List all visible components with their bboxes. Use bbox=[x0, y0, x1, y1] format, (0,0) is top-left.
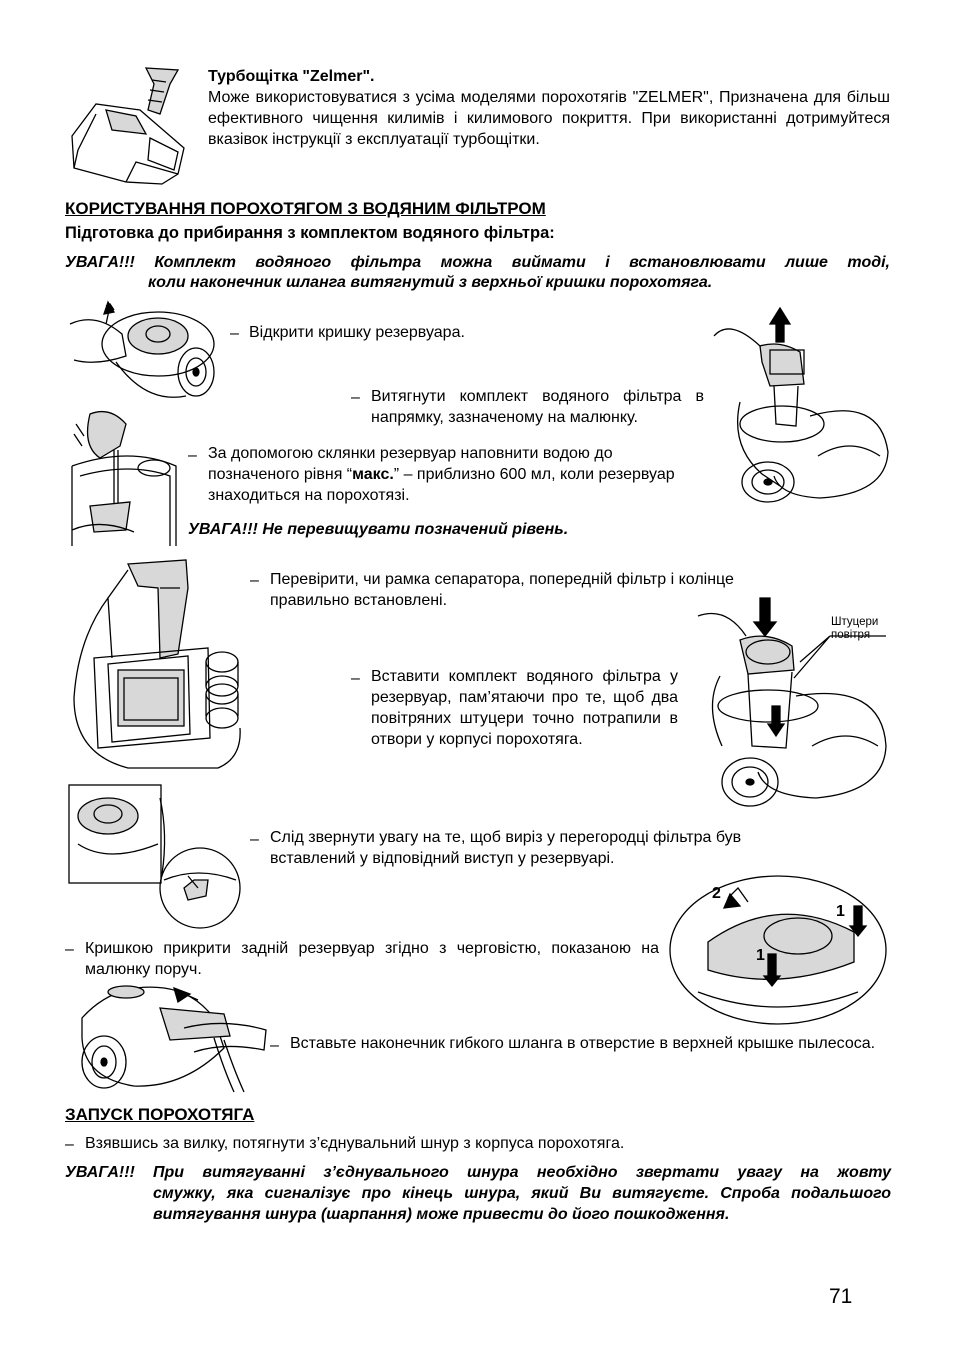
turbo-brush-description: Може використовуватися з усіма моделями порохотягів "ZELMER", Призначена для більш ефективного чищення килимів і килимового покриття. При використанні дотримуйтеся вказівок інструкції з експлуатації турбощітки. bbox=[208, 89, 890, 148]
step-dash: – bbox=[270, 1037, 279, 1054]
filter-notch-illustration bbox=[68, 784, 242, 930]
step-pull-cord: Взявшись за вилку, потягнути з’єднувальний шнур з корпуса порохотяга. bbox=[85, 1135, 625, 1152]
step-check-parts: Перевірити, чи рамка сепаратора, попередній фільтр і колінце правильно встановлені. bbox=[270, 571, 734, 609]
step-remove-filter: Витягнути комплект водяного фільтра в напрямку, зазначеному на малюнку. bbox=[371, 388, 704, 426]
max-level-label: макс. bbox=[352, 466, 394, 483]
step-dash: – bbox=[351, 389, 360, 406]
lid-step-1-number: 1 bbox=[836, 903, 845, 920]
step-dash: – bbox=[65, 1136, 74, 1153]
fill-water-illustration bbox=[70, 406, 182, 546]
warning-level: УВАГА!!! Не перевищувати позначений рівень. bbox=[188, 521, 569, 538]
warning-cord-rest: смужку, яка сигналізує про кінець шнура, який Ви витягуєте. Спроба подальшого витягування шнура (шарпання) може привести до його пошкодження. bbox=[153, 1185, 891, 1223]
step-check-notch: Слід звернути увагу на те, щоб виріз у перегородці фільтра був вставлений у відповідний виступ у резервуарі. bbox=[270, 829, 742, 867]
page-number: 71 bbox=[829, 1285, 853, 1308]
air-nozzles-label bbox=[831, 616, 878, 642]
warning-filter-line2: коли наконечник шланга витягнутий з верхньої кришки порохотяга. bbox=[148, 274, 713, 291]
step-dash: – bbox=[250, 831, 259, 848]
air-nozzles-label-line1: Штуцери bbox=[831, 616, 879, 628]
step-fill-water bbox=[208, 443, 678, 506]
step-dash: – bbox=[351, 670, 360, 687]
remove-filter-illustration bbox=[710, 306, 892, 504]
section-heading-start: ЗАПУСК ПОРОХОТЯГА bbox=[65, 1105, 255, 1124]
step-fill-water-text-end: ” – приблизно 600 мл, коли резервуар знаходиться на порохотязі. bbox=[208, 466, 675, 504]
turbo-brush-title: Турбощітка "Zelmer". bbox=[208, 68, 375, 85]
step-fill-water-text: За допомогою склянки резервуар наповнити водою до позначеного рівня “ bbox=[208, 445, 613, 483]
turbo-brush-illustration bbox=[66, 64, 188, 188]
lid-step-2-number: 2 bbox=[712, 885, 721, 902]
step-dash: – bbox=[230, 325, 239, 342]
step-insert-filter: Вставити комплект водяного фільтра у резервуар, пам’ятаючи про те, щоб два повітряних штуцери точно потрапили в отвори у корпусі порохотяга. bbox=[371, 668, 678, 748]
insert-hose-illustration bbox=[74, 978, 270, 1098]
warning-cord-line1: При витягуванні з’єднувального шнура необхідно звертати увагу на жовту bbox=[153, 1164, 891, 1181]
section-heading-water-filter: КОРИСТУВАННЯ ПОРОХОТЯГОМ З ВОДЯНИМ ФІЛЬТРОМ bbox=[65, 199, 546, 218]
step-dash: – bbox=[65, 941, 74, 958]
step-dash: – bbox=[250, 572, 259, 589]
warning-cord-label: УВАГА!!! bbox=[65, 1164, 135, 1181]
filter-assembly-illustration bbox=[68, 558, 246, 774]
air-nozzles-label-line2: повітря bbox=[831, 629, 871, 641]
warning-filter-line1: УВАГА!!! Комплект водяного фільтра можна виймати і встановлювати лише тоді, bbox=[65, 254, 890, 271]
section-subheading-preparation: Підготовка до прибирання з комплектом водяного фільтра: bbox=[65, 224, 555, 242]
close-lid-illustration bbox=[668, 872, 890, 1028]
step-dash: – bbox=[188, 447, 197, 464]
lid-step-1b-number: 1 bbox=[756, 947, 765, 964]
step-close-lid: Кришкою прикрити задній резервуар згідно з черговістю, показаною на малюнку поруч. bbox=[85, 940, 659, 978]
open-lid-illustration bbox=[66, 300, 218, 406]
step-open-lid: Відкрити кришку резервуара. bbox=[249, 324, 465, 341]
step-insert-hose: Вставьте наконечник гибкого шланга в отверстие в верхней крышке пылесоса. bbox=[290, 1035, 876, 1052]
